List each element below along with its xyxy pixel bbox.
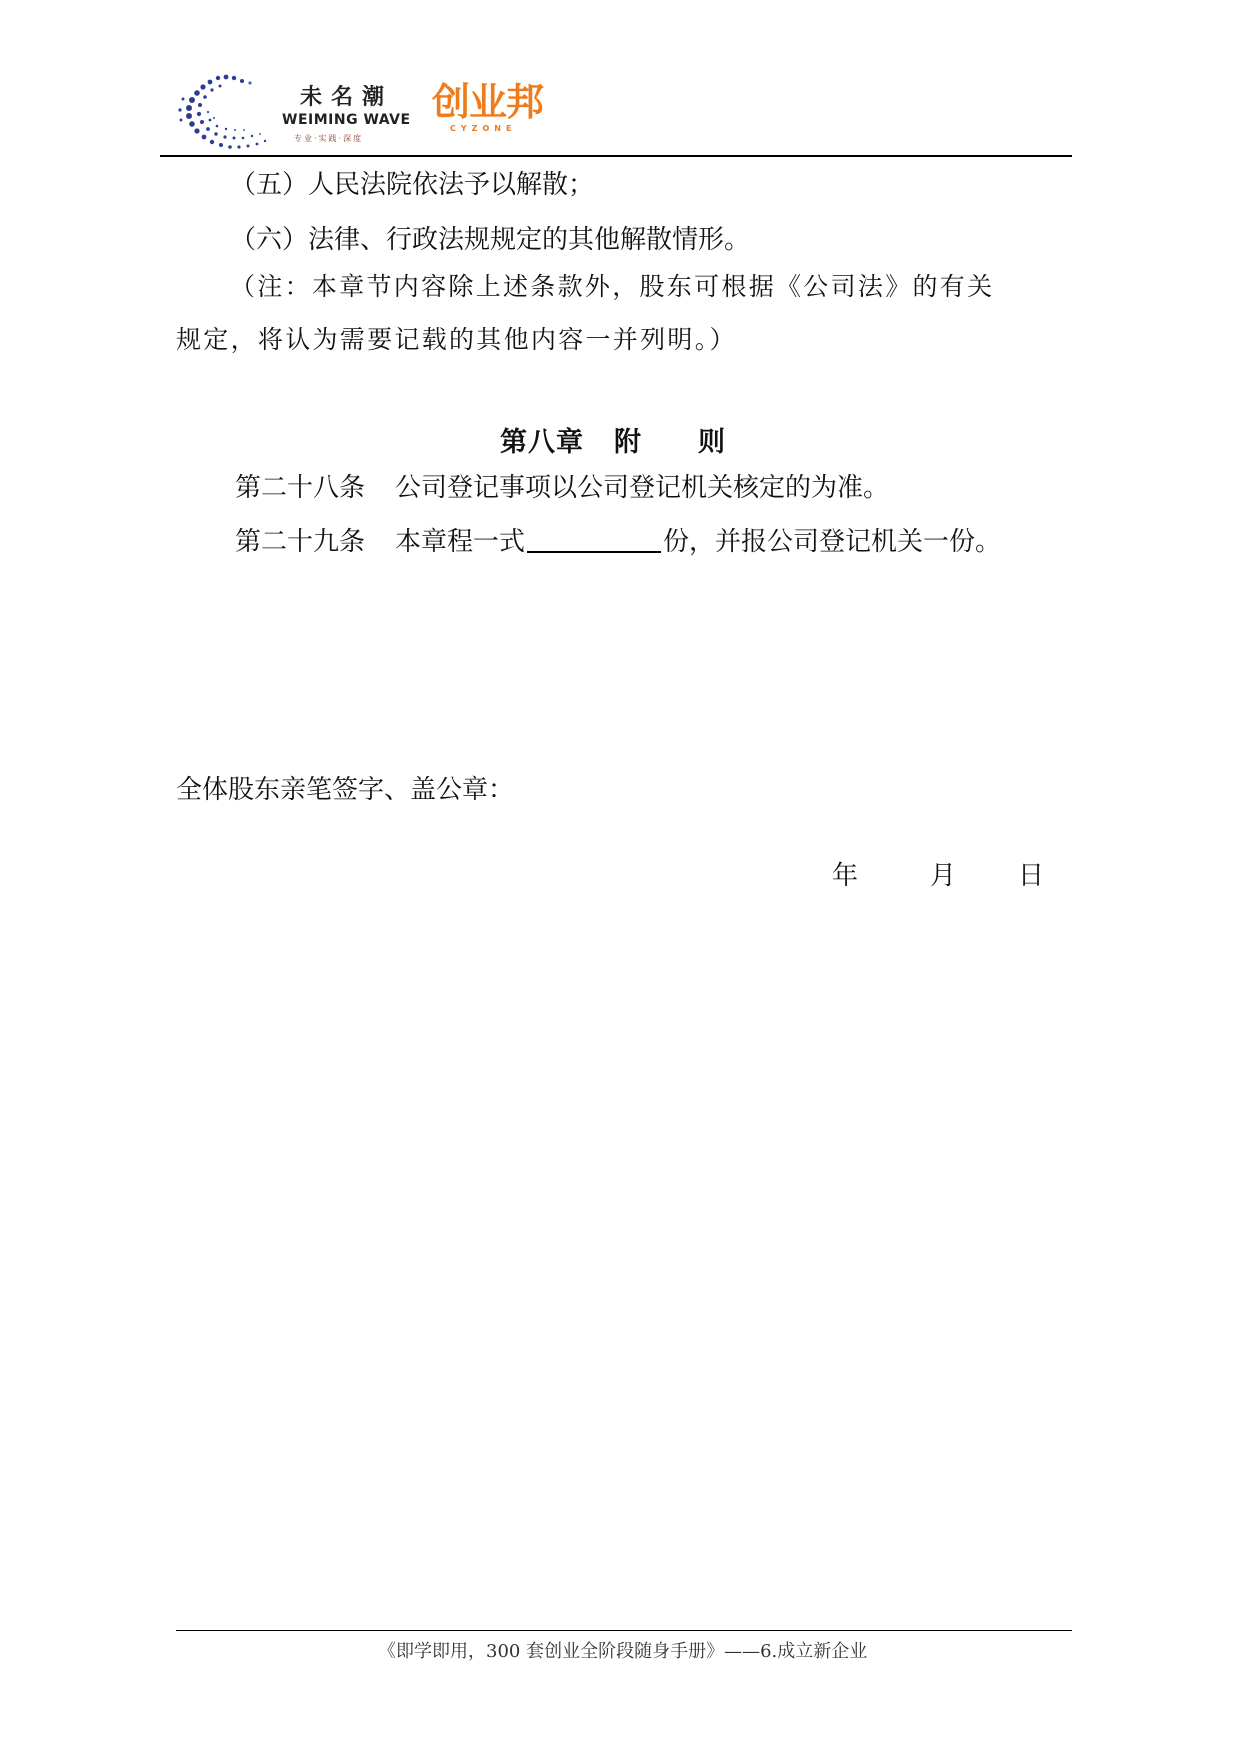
- article-28-number: 第二十八条: [235, 473, 366, 503]
- clause-item-5: （五）人民法院依法予以解散；: [230, 170, 595, 200]
- footer-divider: [176, 1630, 1072, 1631]
- chapter-title-char-1: 附: [614, 427, 642, 458]
- chapter-number: 第八章: [500, 427, 584, 458]
- brand-name-cn: 未名潮: [300, 85, 394, 110]
- date-day: 日: [1018, 861, 1045, 891]
- brand-tagline: 专业·实践·深度: [294, 134, 364, 143]
- cyzone-logo-en: CYZONE: [450, 124, 517, 133]
- cyzone-logo-cn: 创业邦: [432, 80, 544, 124]
- copies-blank-field[interactable]: [527, 525, 661, 553]
- footer-text: 《即学即用，300 套创业全阶段随身手册》——6.成立新企业: [378, 1641, 868, 1662]
- clause-item-6: （六）法律、行政法规规定的其他解散情形。: [230, 225, 751, 255]
- article-29: [235, 525, 1001, 557]
- article-29-text-post: 份，并报公司登记机关一份。: [663, 527, 1002, 557]
- weiming-wave-logo-icon: [170, 72, 282, 152]
- note-line-1: （注：本章节内容除上述条款外，股东可根据《公司法》的有关: [230, 272, 995, 301]
- header-divider: [160, 155, 1072, 157]
- chapter-title: [500, 420, 726, 459]
- note-line-2: 规定，将认为需要记载的其他内容一并列明。）: [176, 325, 737, 354]
- signature-label: 全体股东亲笔签字、盖公章：: [176, 775, 515, 805]
- brand-name-en: WEIMING WAVE: [282, 112, 411, 128]
- article-28-text: 公司登记事项以公司登记机关核定的为准。: [395, 473, 890, 503]
- date-year: 年: [832, 861, 859, 891]
- date-month: 月: [930, 861, 957, 891]
- article-28: [235, 473, 889, 503]
- article-29-text-pre: 本章程一式: [395, 527, 526, 557]
- chapter-title-char-2: 则: [698, 427, 726, 458]
- article-29-number: 第二十九条: [235, 527, 366, 557]
